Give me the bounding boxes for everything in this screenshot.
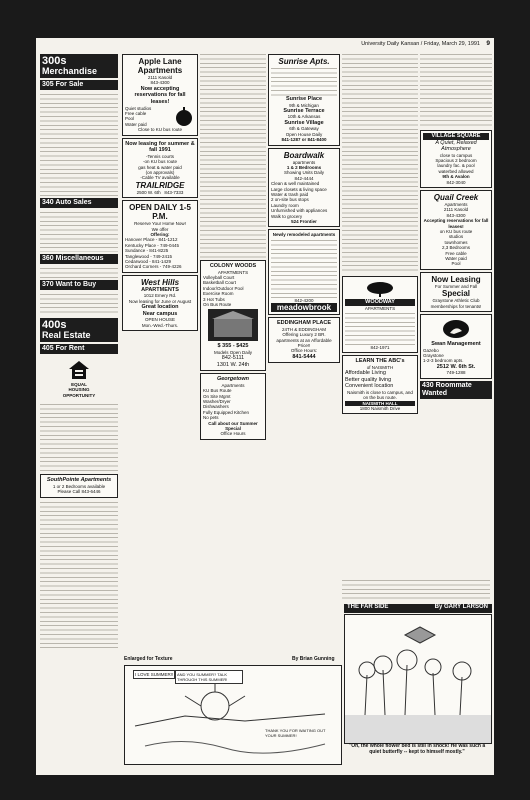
eddingham-ad [268,317,340,363]
classified-text-block [200,52,266,258]
woodway-feature-list [345,311,415,345]
woodway-sub: APARTMENTS [364,305,396,311]
open-daily-ad [122,200,198,273]
trailridge-feature: -Cable TV available [140,175,180,181]
classified-text-block [342,578,490,602]
classified-text-block [40,402,118,472]
meadowbrook-title: meadowbrook [271,303,337,312]
boardwalk-line: 1 & 2 Bedrooms [286,164,322,170]
eddingham-addr: 24TH & EDDINGHAM [281,326,326,332]
swan-feature: Graystone [423,352,444,358]
far-side-author: By GARY LARSON [434,604,488,610]
naismith-addr: 1800 Naismith Drive [359,405,401,411]
boardwalk-feature: Large closets & living space [271,186,327,192]
boardwalk-ad [268,148,340,228]
apple-lane-line1: Now accepting reservations for fall leases! [134,85,186,105]
sunrise-property: Sunrise Place [285,96,323,102]
sunrise-property: Sunrise Terrace [283,107,325,114]
eddingham-line: Offering Luxury 2 BR. apartments at an Affordable Price!! [276,332,332,348]
classified-text-block [40,266,118,278]
open-daily-property: Cedarwood - 841-1429 [125,259,172,264]
apple-lane-feature: Pool [125,116,135,122]
classified-text-block [40,292,118,316]
apple-lane-feature: Free cable [125,110,147,116]
newspaper-page [36,38,494,775]
now-leasing-ad [420,272,492,312]
classified-text-block [420,52,492,128]
sunrise-location: 6th & Gateway [289,126,319,132]
far-side-header [344,604,492,613]
west-hills-line: Near campus [142,310,178,317]
village-square-phone: 842-3040 [446,179,466,185]
page-header [36,40,494,50]
quail-creek-line: Water paid [445,256,467,261]
apple-lane-line6: Close to KU bus route [137,127,183,133]
west-hills-addr: 1012 Emery Rd. [143,293,177,299]
texture-comic-speech1: I LOVE SUMMER!! [135,672,174,677]
georgetown-title: Georgetown [216,376,250,383]
quail-creek-line: studios [448,234,464,240]
building-photo-icon [208,309,258,341]
boardwalk-feature: Water & trash paid [271,191,309,197]
abcs-sub: of NAISMITH [366,364,394,370]
swan-feature: Gazebo [423,347,439,353]
swan-phone: 749-1288 [446,370,466,376]
west-hills-title: West Hills [140,277,180,287]
woodway-title: WOODWAY [345,299,415,306]
far-side-panel [344,614,492,744]
trailridge-line1: Now leasing for summer & fall 1991 [125,140,195,154]
southpointe-title: SouthPointe Apartments [46,477,112,484]
quail-creek-line: Accepting reservations for fall leases! [423,218,489,229]
apple-icon [173,105,195,127]
southpointe-line1: 1 or 2 Bedrooms available [52,483,106,489]
subsection-405-for-rent: 405 For Rent [40,344,118,354]
far-side-title: THE FAR SIDE [347,604,389,610]
subsection-360-miscellaneous: 360 Miscellaneous [40,254,118,264]
classified-text-block [40,210,118,252]
abcs-item: Better quality living [345,376,392,383]
boardwalk-sub: apartments [292,159,316,165]
west-hills-sub: APARTMENTS [141,286,179,293]
georgetown-line: Call about our Summer Special [208,420,258,431]
quail-creek-line: on KU bus route [439,228,473,234]
open-daily-property: Hanover Place - 841-1212 [125,237,178,243]
apple-lane-ad [122,54,198,136]
equal-housing-block [40,356,118,400]
subsection-430-roommate-wanted: 430 Roommate Wanted [420,381,492,399]
ads-column-2 [122,52,198,652]
ads-column-5 [342,52,418,572]
colony-woods-feature: Indoor/Outdoor Pool [203,285,244,291]
georgetown-feature: Dishwashers [203,404,229,410]
apple-lane-addr: 2111 Kasold [147,75,173,80]
open-daily-line: We offer [151,226,169,232]
colony-woods-addr: 1301 W. 24th [216,361,250,368]
west-hills-line: OPEN HOUSE [144,317,175,323]
village-square-ad [420,130,492,188]
trailridge-addr: 2500 W. 6th [136,189,161,195]
woodway-phone: 842-1971 [370,344,390,350]
abcs-title: LEARN THE ABC's [355,358,405,365]
meadowbrook-ad [268,229,340,315]
apple-lane-feature: Quiet studios [125,105,152,111]
ads-column-3 [200,52,266,652]
colony-woods-hours: Models Open Daily [213,349,253,355]
colony-woods-sub: APARTMENTS [217,269,249,275]
open-daily-line: Offering: [150,231,170,237]
texture-comic-panel [124,665,342,765]
now-leasing-title: Now Leasing [431,274,481,284]
trailridge-feature: -Tennis courts [145,153,174,159]
quail-creek-ad [420,190,492,270]
classifieds-column [40,52,118,762]
woodway-ad [342,276,418,353]
georgetown-feature: Washer/Dryer [203,398,231,404]
west-hills-line: Great location [141,304,179,311]
texture-comic-title: Enlarged for Texture [124,656,173,662]
apple-lane-feature: Water paid [125,121,147,127]
boardwalk-line: Showing Units Daily [283,170,325,176]
boardwalk-feature: Walk to grocery [271,213,303,219]
colony-woods-title: COLONY WOODS [209,263,257,269]
sunrise-property: Sunrise Village [284,119,324,126]
colony-woods-feature: Basketball Court [203,280,237,286]
abcs-line: Naismith is close to campus, and on the bus route. [347,389,413,401]
colony-woods-phone: 842-5111 [221,355,245,362]
georgetown-ad [200,373,266,440]
texture-comic-author: By Brian Gunning [292,656,335,662]
colony-woods-ad [200,260,266,371]
swan-icon [442,319,470,339]
southpointe-line2: Please Call 843-6446 [57,489,101,495]
boardwalk-phone: 842-4444 [294,175,314,181]
eddingham-phone: 841-5444 [292,353,316,360]
quail-creek-title: Quail Creek [433,192,479,202]
sunrise-ad [268,54,340,146]
georgetown-sub: Apartments [221,382,245,388]
now-leasing-line: For Summer and Fall [434,283,478,289]
boardwalk-feature: 2 on-site bus stops [271,197,309,203]
swan-feature: 1-2-3 bedroom apts. [423,358,464,364]
equal-housing-line2: HOUSING [68,387,90,393]
swan-management-ad [420,314,492,379]
texture-comic-note: THANK YOU FOR WAITING OUT YOUR SUMMER! [265,728,326,738]
trailridge-feature: gas heat & water paid [138,164,182,170]
georgetown-feature: KU Bus Route [203,388,232,394]
apple-lane-phone: 843-4300 [150,80,170,86]
open-daily-line: Reserve Your Home Now! [134,221,186,227]
ads-column-4 [268,52,340,652]
quail-creek-line: Pool [451,261,461,267]
sunrise-feature-list [271,66,337,96]
village-square-line: waterbed allowed [438,168,474,174]
meadowbrook-phone: 842-4200 [294,297,314,303]
boardwalk-addr: 524 Frontier [291,219,317,224]
trailridge-ad [122,138,198,198]
page-number: 9 [486,40,490,47]
naismith-ad [342,355,418,414]
eddingham-title: EDDINGHAM PLACE [276,320,332,327]
classified-text-block [40,500,118,650]
ads-column-6 [420,52,492,482]
west-hills-line: Mon.-Wed.-Thurs. [141,322,179,328]
boardwalk-feature: Laundry room [271,202,299,208]
equal-housing-line3: OPPORTUNITY [62,392,96,398]
apple-lane-title: Apple Lane Apartments [137,57,183,75]
open-daily-property: Tanglewood - 749-2415 [125,253,173,259]
section-300s-merchandise: 300s Merchandise [40,54,118,78]
far-side-caption: "Oh, the whole flower bed is still in shock! He was such a quiet butterfly -- kept to himself mostly." [348,743,486,755]
meadowbrook-feature-list [271,238,337,298]
sunrise-title: Sunrise Apts. [278,57,330,66]
open-daily-property: Orchard Corners - 749-4226 [125,264,182,270]
village-square-line: Spacious 2 bedroom [435,157,477,163]
subsection-305-for-sale: 305 For Sale [40,80,118,90]
boardwalk-title: Boardwalk [283,150,325,160]
boardwalk-feature: Clean & well maintained [271,181,320,187]
trailridge-feature: -on KU bus route [142,159,178,165]
sunrise-location: 9th & Michigan [289,102,319,108]
classified-text-block [40,92,118,196]
naismith-hall-title: NAISMITH HALL [345,401,415,406]
classified-text-block [342,52,418,274]
west-hills-ad [122,275,198,331]
meadowbrook-line: Newly remodeled apartments [272,232,336,238]
village-square-line: laundry fac. & pool [437,163,475,169]
section-400s-real-estate: 400s Real Estate [40,318,118,342]
swan-title: Swan Management [431,341,481,348]
now-leasing-special: Special [441,289,470,299]
quail-creek-line: townhomes [444,239,468,245]
tree-icon [365,281,395,297]
trailridge-phone: 843-7333 [164,189,184,195]
equal-housing-icon [68,360,90,380]
quail-creek-line: 2,3 Bedrooms [441,245,470,251]
georgetown-line: Office Hours [220,431,246,437]
swan-addr: 2512 W. 6th St. [436,363,476,370]
trailridge-title: TRAILRIDGE [135,180,185,190]
west-hills-line: Now leasing for June or August [128,298,192,304]
quail-creek-sub: Apartments [444,201,468,207]
village-square-line: A Quiet, Relaxed Atmosphere [435,139,477,152]
open-daily-title: OPEN DAILY 1-5 P.M. [129,203,191,222]
subsection-370-want-to-buy: 370 Want to Buy [40,280,118,290]
trailridge-feature: (on approvals) [145,169,175,175]
southpointe-ad [40,474,118,497]
village-square-addr: 9th & Avalon [442,174,470,180]
eddingham-line: Office Hours: [290,348,318,354]
village-square-line: close to campus [439,152,473,158]
quail-creek-line: Free cable [445,250,467,256]
colony-woods-feature: 3 Hot Tubs [203,296,225,302]
publication-info: University Daily Kansan / Friday, March 29, 1991 [361,41,480,47]
quail-creek-addr: 2111 Kasold [443,207,469,213]
sunrise-line: Open House Daily [285,131,323,137]
quail-creek-phone: 843-4300 [446,212,466,218]
far-side-drawing [345,615,491,743]
colony-woods-features [203,275,263,307]
village-square-title: VILLAGE SQUARE [423,133,489,140]
colony-woods-feature: On Bus Route [203,301,232,307]
colony-woods-feature: Exercise Room [203,291,234,297]
now-leasing-line: Graystone Athletic Club memberships for tenants! [430,298,482,309]
open-daily-property: Sundance - 841-8225 [125,248,169,254]
subsection-340-auto-sales: 340 Auto Sales [40,198,118,208]
georgetown-feature: Fully Equipped Kitchen [203,409,250,415]
georgetown-feature: On Site Mgmt [203,393,231,399]
open-daily-property: Kentucky Place - 749-0445 [125,242,180,248]
georgetown-feature: No pets [203,415,219,421]
abcs-item: Affordable Living [345,370,386,377]
abcs-item: Convenient location [345,383,394,390]
equal-housing-line1: EQUAL [71,382,87,387]
texture-comic-speech2: AND YOU SUMMER? TALK THROUGH THIS SUMMER! [175,670,243,684]
sunrise-phone: 841-1287 or 841-8400 [281,137,327,143]
boardwalk-feature: Unfurnished with appliances [271,208,328,214]
sunrise-location: 10th & Arkansas [287,114,321,120]
colony-woods-price: $ 355 - $425 [217,343,249,350]
colony-woods-feature: Volleyball Court [203,274,235,280]
